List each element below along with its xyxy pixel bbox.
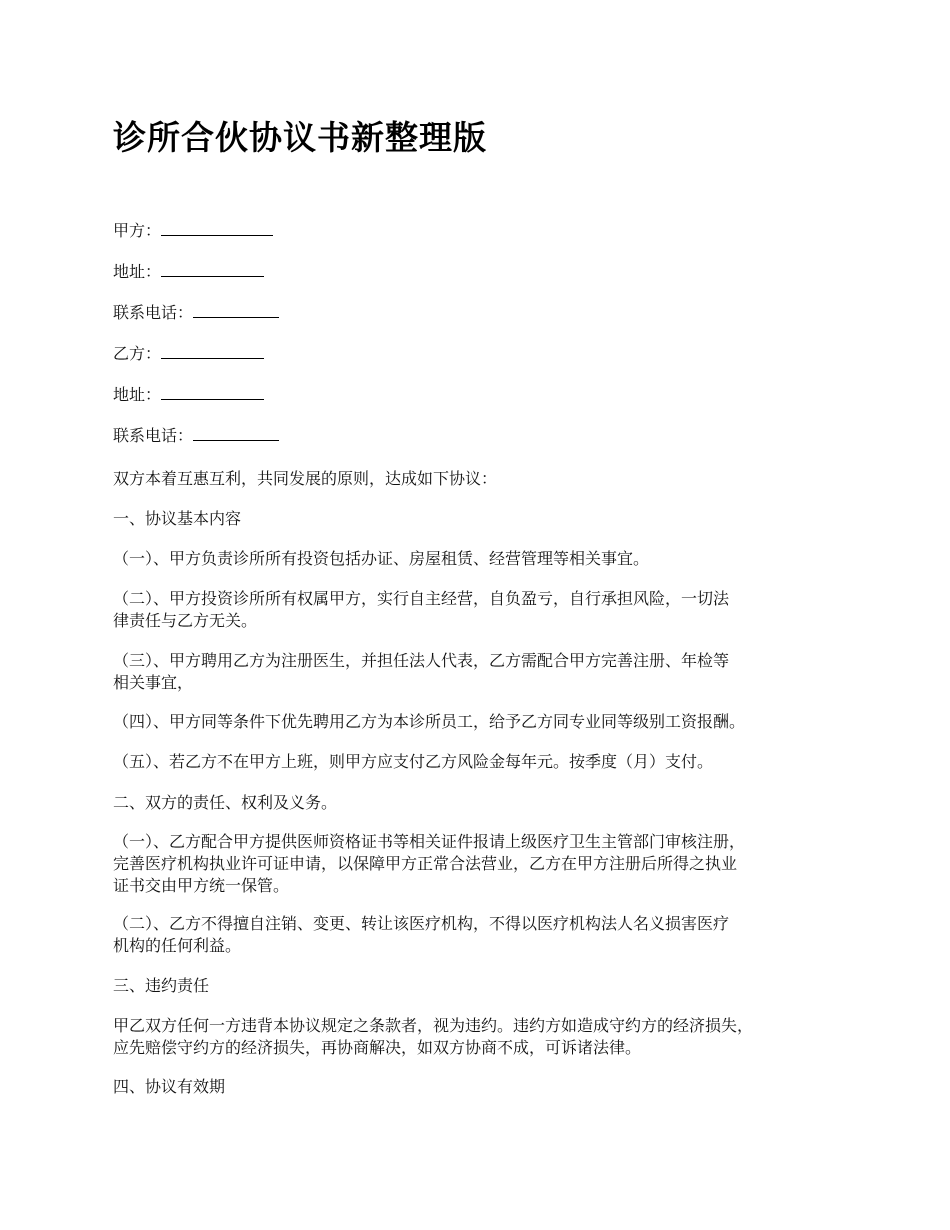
paragraph-preamble [113, 468, 841, 490]
party-a-field [113, 220, 273, 242]
clause-1-5 [113, 751, 841, 773]
fill-in-blank[interactable] [161, 344, 264, 359]
text-line: 四、协议有效期 [113, 1077, 226, 1096]
text-line: 完善医疗机构执业许可证申请，以保障甲方正常合法营业，乙方在甲方注册后所得之执业 [113, 854, 738, 873]
party-a-address-field [113, 261, 264, 283]
clause-1-1 [113, 548, 841, 570]
clause-1-3 [113, 650, 841, 694]
fill-in-blank[interactable] [161, 221, 273, 236]
text-line: 一、协议基本内容 [113, 509, 242, 528]
text-line: 机构的任何利益。 [113, 936, 242, 955]
text-line: 三、违约责任 [113, 976, 210, 995]
text-line: 二、双方的责任、权利及义务。 [113, 793, 338, 812]
field-label: 地址： [113, 385, 162, 404]
party-b-address-field [113, 384, 264, 406]
text-line: 应先赔偿守约方的经济损失，再协商解决，如双方协商不成，可诉诸法律。 [113, 1038, 642, 1057]
fill-in-blank[interactable] [161, 385, 264, 400]
text-line: （一）、甲方负责诊所所有投资包括办证、房屋租赁、经营管理等相关事宜。 [113, 549, 650, 568]
fill-in-blank[interactable] [161, 262, 264, 277]
field-label: 联系电话： [113, 426, 194, 445]
clause-1-2 [113, 588, 841, 632]
section-heading-2 [113, 792, 841, 814]
fill-in-blank[interactable] [193, 426, 279, 441]
clause-2-1 [113, 831, 841, 897]
text-line: 甲乙双方任何一方违背本协议规定之条款者，视为违约。违约方如造成守约方的经济损失， [113, 1016, 754, 1035]
clause-1-4 [113, 711, 841, 733]
field-label: 甲方： [113, 221, 162, 240]
field-label: 地址： [113, 262, 162, 281]
text-line: 双方本着互惠互利，共同发展的原则，达成如下协议： [113, 469, 498, 488]
text-line: 证书交由甲方统一保管。 [113, 876, 290, 895]
section-heading-4 [113, 1076, 841, 1098]
clause-2-2 [113, 913, 841, 957]
section-heading-1 [113, 508, 841, 530]
party-b-field [113, 343, 264, 365]
text-line: （五）、若乙方不在甲方上班，则甲方应支付乙方风险金每年元。按季度（月）支付。 [113, 752, 714, 771]
text-line: 相关事宜， [113, 673, 194, 692]
field-label: 联系电话： [113, 303, 194, 322]
fill-in-blank[interactable] [193, 303, 279, 318]
text-line: （一）、乙方配合甲方提供医师资格证书等相关证件报请上级医疗卫生主管部门审核注册， [113, 832, 746, 851]
text-line: 律责任与乙方无关。 [113, 611, 258, 630]
party-b-phone-field [113, 425, 279, 447]
field-label: 乙方： [113, 344, 162, 363]
text-line: （四）、甲方同等条件下优先聘用乙方为本诊所员工，给予乙方同专业同等级别工资报酬。 [113, 712, 746, 731]
document-title: 诊所合伙协议书新整理版 [113, 118, 487, 157]
text-line: （二）、乙方不得擅自注销、变更、转让该医疗机构，不得以医疗机构法人名义损害医疗 [113, 914, 730, 933]
party-a-phone-field [113, 302, 279, 324]
clause-3-1 [113, 1015, 841, 1059]
text-line: （三）、甲方聘用乙方为注册医生，并担任法人代表，乙方需配合甲方完善注册、年检等 [113, 651, 730, 670]
section-heading-3 [113, 975, 841, 997]
text-line: （二）、甲方投资诊所所有权属甲方，实行自主经营，自负盈亏，自行承担风险，一切法 [113, 589, 730, 608]
